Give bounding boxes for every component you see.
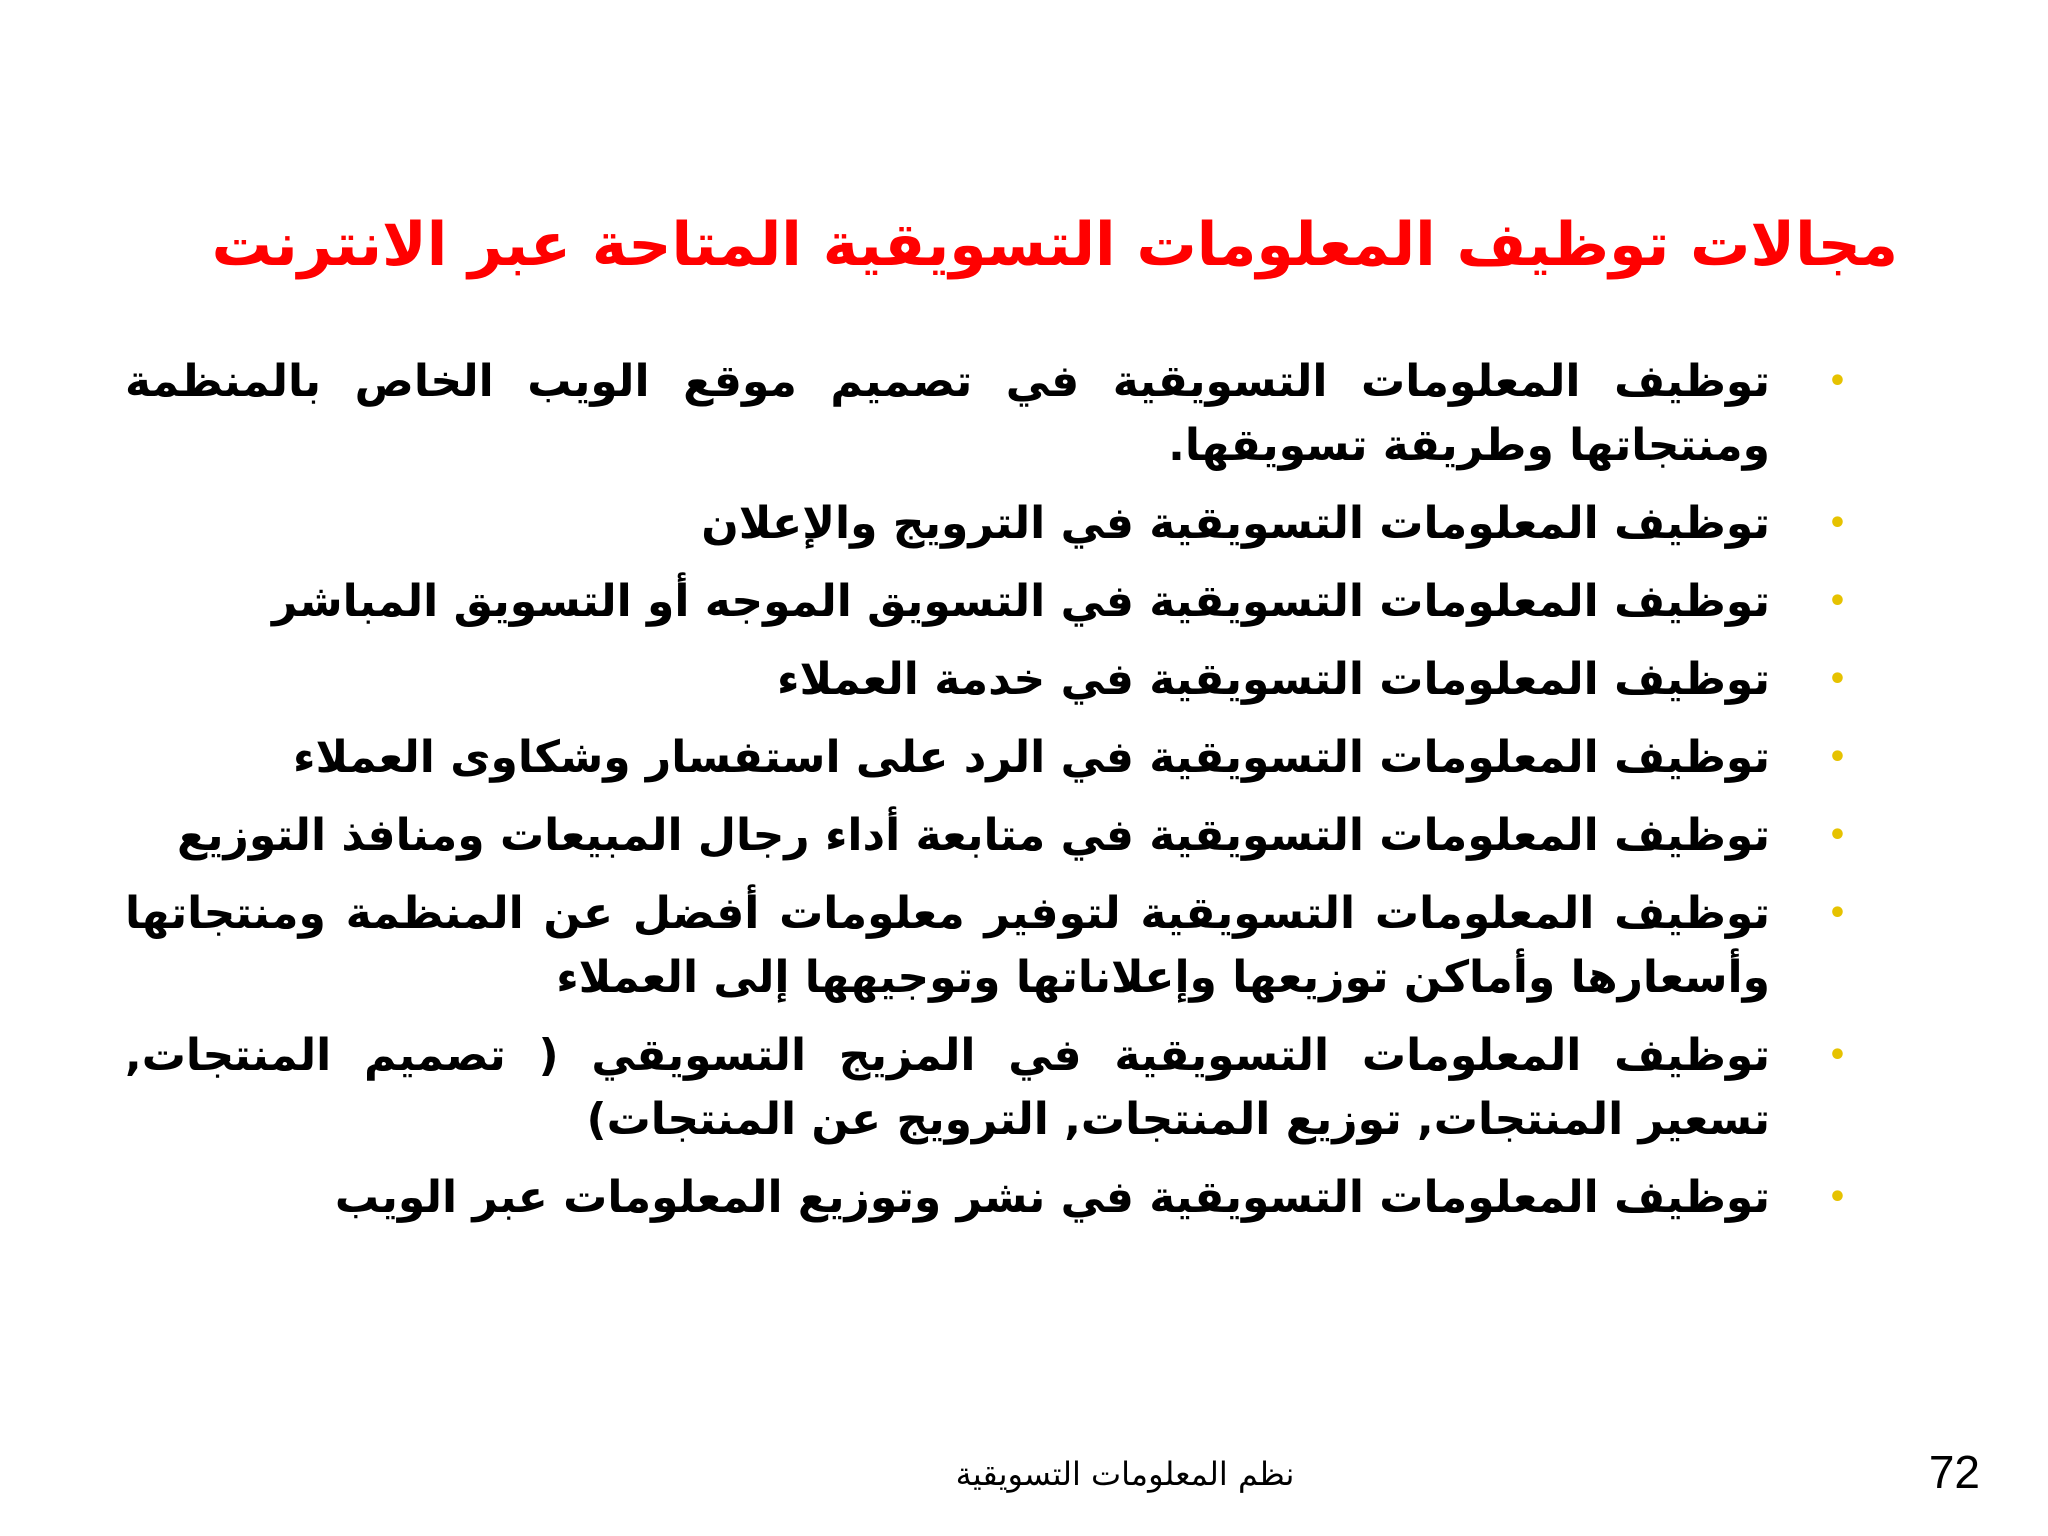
page-number: 72 (1928, 1446, 1980, 1498)
list-item (125, 350, 1875, 478)
bullet-text: توظيف المعلومات التسويقية في المزيج التسويقي ( تصميم المنتجات, تسعير المنتجات, توزيع المنتجات, الترويج عن المنتجات) (125, 1030, 1770, 1145)
list-item (125, 1166, 1875, 1230)
bullet-text: توظيف المعلومات التسويقية في نشر وتوزيع المعلومات عبر الويب (334, 1172, 1770, 1223)
bullet-dot-icon: • (1827, 506, 1847, 541)
bullet-text: توظيف المعلومات التسويقية في خدمة العملاء (777, 654, 1770, 705)
footer-title: نظم المعلومات التسويقية (955, 1455, 1295, 1493)
list-item (125, 570, 1875, 634)
bullet-dot-icon: • (1827, 584, 1847, 619)
bullet-dot-icon: • (1827, 1038, 1847, 1073)
bullet-text: توظيف المعلومات التسويقية في متابعة أداء رجال المبيعات ومنافذ التوزيع (176, 810, 1770, 861)
bullet-dot-icon: • (1827, 896, 1847, 931)
list-item (125, 648, 1875, 712)
bullet-dot-icon: • (1827, 364, 1847, 399)
list-item (125, 726, 1875, 790)
list-item (125, 804, 1875, 868)
bullet-text: توظيف المعلومات التسويقية في الترويج والإعلان (701, 498, 1770, 549)
bullet-text: توظيف المعلومات التسويقية في الرد على استفسار وشكاوى العملاء (293, 732, 1770, 783)
bullet-list (125, 350, 1875, 1244)
bullet-dot-icon: • (1827, 818, 1847, 853)
slide-title: مجالات توظيف المعلومات التسويقية المتاحة عبر الانترنت (211, 210, 1898, 280)
bullet-text: توظيف المعلومات التسويقية في تصميم موقع الويب الخاص بالمنظمة ومنتجاتها وطريقة تسويقها. (125, 356, 1770, 471)
list-item (125, 492, 1875, 556)
bullet-dot-icon: • (1827, 740, 1847, 775)
bullet-dot-icon: • (1827, 662, 1847, 697)
bullet-dot-icon: • (1827, 1180, 1847, 1215)
list-item (125, 1024, 1875, 1152)
bullet-text: توظيف المعلومات التسويقية لتوفير معلومات أفضل عن المنظمة ومنتجاتها وأسعارها وأماكن توزيعها وإعلاناتها وتوجيهها إلى العملاء (125, 888, 1770, 1003)
list-item (125, 882, 1875, 1010)
bullet-text: توظيف المعلومات التسويقية في التسويق الموجه أو التسويق المباشر (272, 576, 1770, 627)
